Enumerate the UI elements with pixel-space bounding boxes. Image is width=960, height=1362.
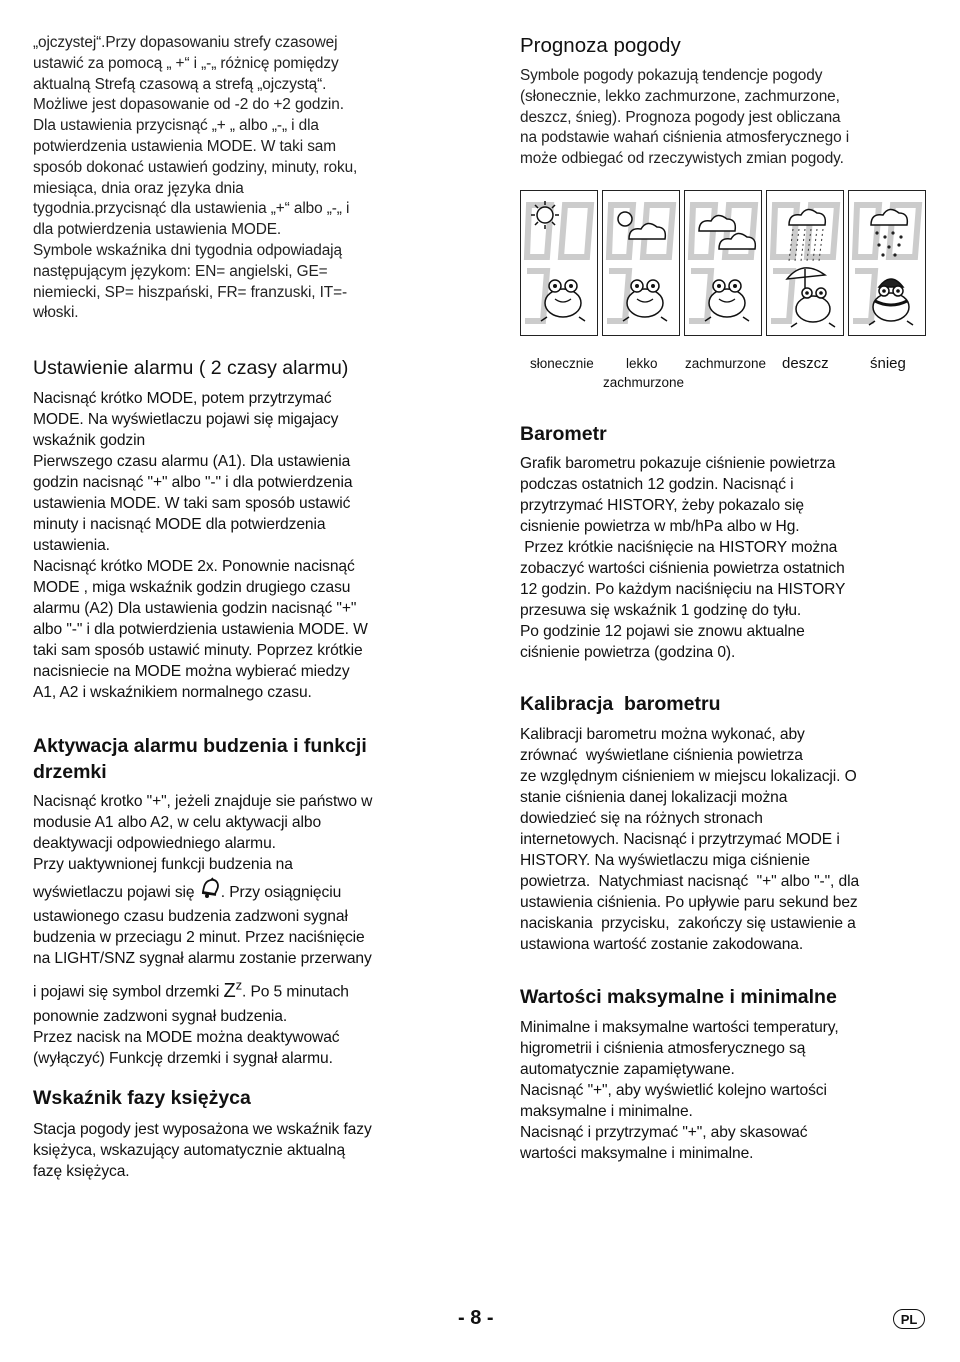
language-badge: PL [893,1309,925,1329]
sunny-frog-icon [521,191,598,336]
timezone-paragraph: „ojczystej“.Przy dopasowaniu strefy czasowej ustawić za pomocą „ +“ i „-„ różnicę pomiędzy aktualną Strefą czasową a strefą „ojczystą“. Możliwe jest dopasowanie od -2 do +2 godzin. Dla ustawienia przycisnąć „+ „ albo „-„ i dla potwierdzenia ustawienia MODE. W taki sam sposób dokonać ustawień godziny, minuty, roku, miesiąca, dnia oraz języka dnia tygodnia.przycisnąć dla ustawienia „+“ albo „-„ i dla potwierdzenia ustawienia MODE. Symbole wskaźnika dni tygodnia odpowiadają następującym językom: EN= angielski, GE= niemiecki, SP= hiszpański, FR= franzuski, IT=- włoski. [33,34,358,322]
alarm-heading: Ustawienie alarmu ( 2 czasy alarmu) [33,357,349,379]
forecast-panel-rain [766,190,844,336]
forecast-panel-light-cloud [602,190,680,336]
snooze-zz-icon: $Z^z$ [223,977,242,1002]
forecast-panel-snow [848,190,926,336]
bell-line: wyświetlaczu pojawi się . Przy osiągnięciu [33,877,372,906]
forecast-panel-sunny [520,190,598,336]
label-rain: deszcz [782,355,829,372]
barometer-heading: Barometr [520,423,607,445]
minmax-paragraph: Minimalne i maksymalne wartości temperatury, higrometrii i ciśnienia atmosferycznego są automatycznie zapamiętywane. Nacisnąć "+", aby wyświetlić kolejno wartości maksymalne i minimalne. Nacisnąć i przytrzymać "+", aby skasować wartości maksymalne i minimalne. [520,1019,839,1162]
label-light-cloud-1: lekko [626,356,658,371]
rain-frog-icon [767,191,844,336]
moon-paragraph: Stacja pogody jest wyposażona we wskaźnik fazy księżyca, wskazujący automatycznie aktualną fazę księżyca. [33,1121,372,1180]
moon-heading: Wskaźnik fazy księżyca [33,1087,251,1109]
forecast-heading: Prognoza pogody [520,34,681,57]
snooze-symbol-line: i pojawi się symbol drzemki $Z^z$. Po 5 minutach [33,977,349,1002]
forecast-paragraph: Symbole pogody pokazują tendencje pogody (słonecznie, lekko zachmurzone, zachmurzone, deszcz, śnieg). Prognoza pogody jest obliczana na podstawie wahań ciśnienia atmosferycznego i może odbiegać od rzeczywistych zmian pogody. [520,67,850,168]
label-snow: śnieg [870,355,906,372]
snooze-heading: Aktywacja alarmu budzenia i funkcji drzemki [33,735,367,783]
calibration-heading: Kalibracja barometru [520,693,721,715]
barometer-paragraph: Grafik barometru pokazuje ciśnienie powietrza podczas ostatnich 12 godzin. Nacisnąć i przytrzymać HISTORY, żeby pokazalo się cisnienie powietrza w mb/hPa albo w Hg. Przez krótkie naciśnięcie na HISTORY można zobaczyć wartości ciśnienia powietrza ostatnich 12 godzin. Po każdym naciśnięciu na HISTORY przesuwa się wskaźnik 1 godzinę do tyłu. Po godzinie 12 pojawi sie znowu aktualne ciśnienie powietrza (godzina 0). [520,455,846,661]
light-cloud-frog-icon [603,191,680,336]
minmax-heading: Wartości maksymalne i minimalne [520,986,837,1008]
alarm-paragraph: Nacisnąć krótko MODE, potem przytrzymać MODE. Na wyświetlaczu pojawi się migajacy wskaźnik godzin Pierwszego czasu alarmu (A1). Dla ustawienia godzin nacisnąć "+" albo "-" i dla potwierdzenia ustawienia MODE. W taki sam sposób ustawić minuty i nacisnąć MODE dla potwierdzenia ustawienia. Nacisnąć krótko MODE 2x. Ponownie nacisnąć MODE , miga wskaźnik godzin drugiego czasu alarmu (A2) Dla ustawienia godzin nacisnąć "+" albo "-" i dla potwierdzienia ustawienia MODE. W taki sam sposób ustawić minuty. Poprzez krótkie nacisniecie na MODE można wybierać miedzy A1, A2 i wskaźnikiem normalnego czasu. [33,390,368,701]
calibration-paragraph: Kalibracji barometru można wykonać, aby zrównać wyświetlane ciśnienia powietrza ze względnym ciśnieniem w miejscu lokalizacji. O stanie ciśnienia danej lokalizacji można dowiedzieć się na różnych stronach internetowych. Nacisnąć i przytrzymać MODE i HISTORY. Na wyświetlaczu miga ciśnienie powietrza. Natychmiast nacisnąć "+" albo "-", dla ustawienia ciśnienia. Po upływie paru sekund bez naciskania przycisku, zakończy się ustawienie a ustawiona wartość zostanie zakodowana. [520,726,860,953]
label-light-cloud-2: zachmurzone [603,375,685,390]
snooze-paragraph: Nacisnąć krotko "+", jeżeli znajduje sie państwo w modusie A1 albo A2, w celu aktywacji albo deaktywacji odpowiedniego alarmu. Przy uaktywnionej funkcji budzenia na wyświetlaczu pojawi się . Przy osiągnięciu ustawionego czasu budzenia zadzwoni sygnał budzenia w przeciagu 2 minut. Przez naciśnięcie na LIGHT/SNZ sygnał alarmu zostanie przerwany i pojawi się symbol drzemki $Z^z$. Po 5 minutach ponownie zadzwoni sygnał budzenia. Przez nacisk na MODE można deaktywować (wyłączyć) Funkcję drzemki i sygnał alarmu. [33,793,373,1067]
cloudy-frog-icon [685,191,762,336]
forecast-panel-cloudy [684,190,762,336]
snow-frog-icon [849,191,926,336]
page-number: - 8 - [458,1307,494,1329]
forecast-icons [520,190,930,336]
label-sunny: słonecznie [530,356,594,371]
alarm-bell-icon [199,877,221,899]
label-cloudy: zachmurzone [685,356,767,371]
